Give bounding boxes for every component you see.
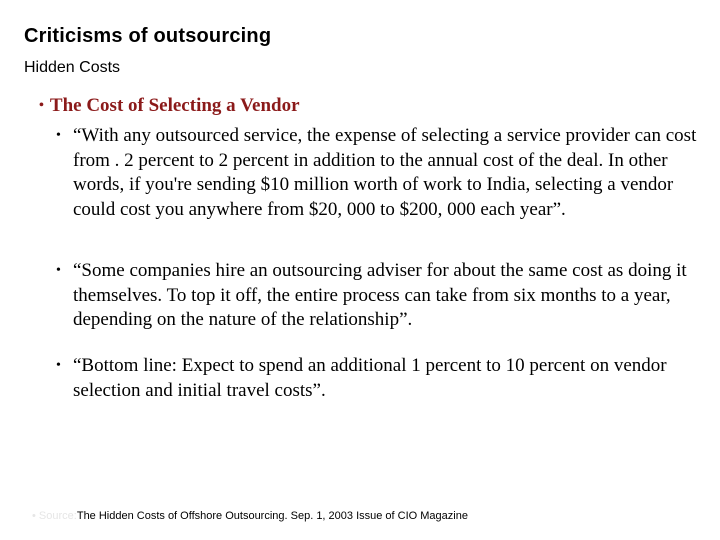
source-footnote: [32, 510, 468, 522]
sub-bullet-3: [56, 354, 706, 403]
bullet-marker: •: [56, 128, 61, 143]
sub-bullet-text: “With any outsourced service, the expense of selecting a service provider can cost from . 2 percent to 2 percent in addition to the annual cost of the deal. In other words, if you're sending $10 million worth of work to India, selecting a vendor could cost you anywhere from $20, 000 to $200, 000 each year”.: [73, 125, 697, 220]
heading-bullet: [39, 95, 300, 117]
sub-bullet-1: [56, 124, 706, 222]
sub-bullet-text: “Some companies hire an outsourcing adviser for about the same cost as doing it themselves. To top it off, the entire process can take from six months to a year, depending on the nature of the relationship”.: [73, 260, 687, 330]
slide-title: Criticisms of outsourcing: [24, 25, 272, 47]
source-citation: The Hidden Costs of Offshore Outsourcing. Sep. 1, 2003 Issue of CIO Magazine: [76, 510, 468, 522]
slide-subtitle: Hidden Costs: [24, 59, 121, 76]
bullet-marker: •: [56, 358, 61, 373]
sub-bullet-text: “Bottom line: Expect to spend an additional 1 percent to 10 percent on vendor selection and initial travel costs”.: [73, 355, 667, 401]
bullet-marker: •: [56, 263, 61, 278]
footnote-marker: •: [32, 510, 36, 522]
heading-bullet-text: The Cost of Selecting a Vendor: [49, 95, 300, 116]
bullet-marker: •: [39, 98, 44, 113]
sub-bullet-2: [56, 259, 706, 333]
source-label: Source:: [38, 510, 77, 522]
